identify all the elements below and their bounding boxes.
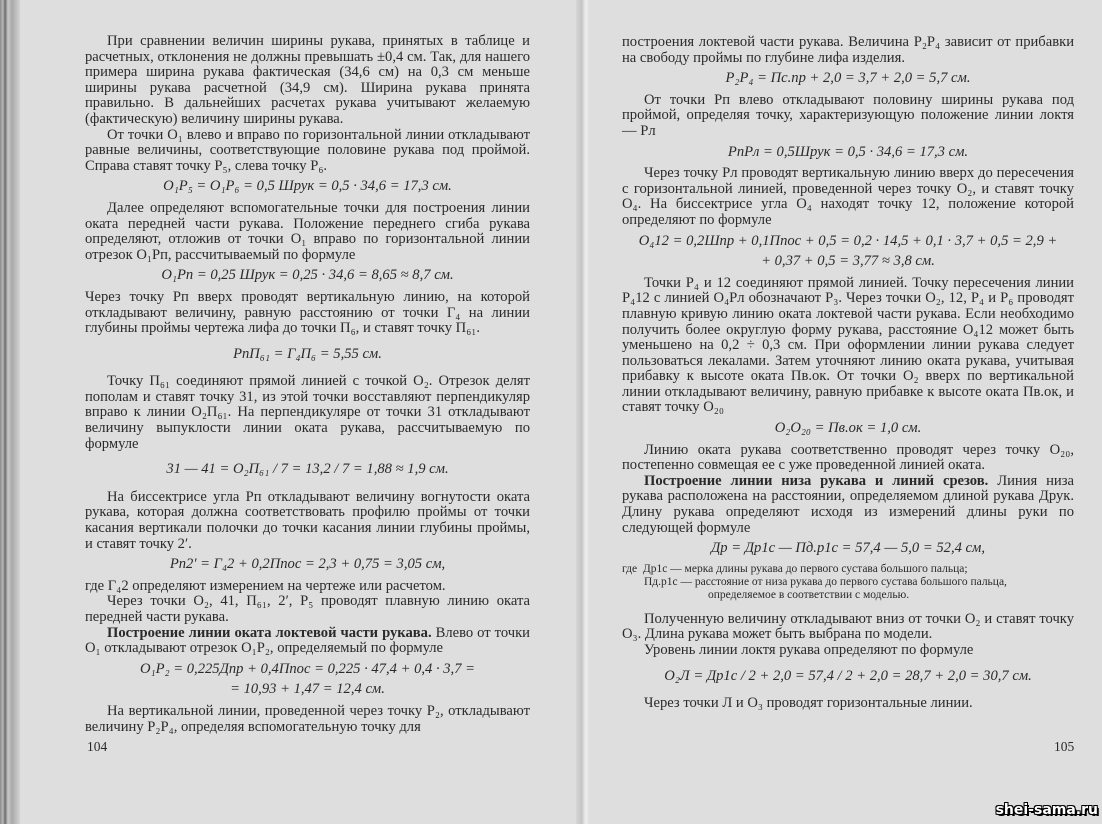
- formula: O₂O₂₀ = Пв.ок = 1,0 см.: [774, 420, 922, 437]
- paragraph: построения локтевой части рукава. Величина P₂P₄ зависит от прибавки на свободу проймы по глубине лифа изделия.: [622, 34, 1074, 66]
- paragraph: Через точки O₂, 41, П₆₁, 2′, P₅ проводят плавную линию оката передней части рукава.: [85, 593, 530, 625]
- book-binding-edge: [0, 0, 20, 824]
- footnote-line: Пд.p1c — расстояние от низа рукава до первого сустава большого пальца,: [644, 575, 1007, 588]
- right-page: [580, 0, 1102, 824]
- formula: PпPл = 0,5Шрук = 0,5 · 34,6 = 17,3 см.: [727, 143, 969, 160]
- paragraph: [85, 626, 530, 657]
- paragraph-text: Линия низа рукава расположена на расстоянии, определяемом длиной рукава Друк. Длину рукава определяют исходя из измерений длины руки по следующей формуле: [622, 472, 1074, 536]
- formula: PпП₆₁ = Г₄П₆ = 5,55 см.: [233, 345, 382, 362]
- paragraph: Далее определяют вспомогательные точки для построения линии оката передней части рукава. Положение переднего сгиба рукава определяют, отложив от точки O₁ вправо по горизонтальной линии отрезок O₁Pп, рассчитываемый по формуле: [85, 199, 530, 263]
- formula: P₂P₄ = Пс.пр + 2,0 = 3,7 + 2,0 = 5,7 см.: [725, 70, 971, 87]
- formula: O₁P₅ = O₁P₆ = 0,5 Шрук = 0,5 · 34,6 = 17,3 см.: [163, 178, 452, 195]
- formula: 31 — 41 = O₂П₆₁ / 7 = 13,2 / 7 = 1,88 ≈ 1,9 см.: [166, 461, 449, 478]
- left-page-text: [85, 34, 530, 735]
- paragraph: [622, 474, 1074, 536]
- paragraph: Через точку Pп вверх проводят вертикальную линию, на которой откладывают величину, равную расстоянию от точки Г₄ на линии глубины проймы чертежа лифа до точки П₆, и ставят точку П₆₁.: [85, 288, 530, 337]
- paragraph: Полученную величину откладывают вниз от точки O₂ и ставят точку O₃. Длина рукава может быть выбрана по модели.: [622, 610, 1074, 643]
- paragraph-text: Влево от точки O₁ откладывают отрезок O₁P₂, определяемый по формуле: [85, 624, 530, 657]
- formula: = 10,93 + 1,47 = 12,4 см.: [230, 681, 385, 698]
- page-number: 105: [1054, 739, 1075, 754]
- footnote-where: где: [622, 562, 638, 575]
- paragraph: От точки Pп влево откладывают половину ширины рукава под проймой, определяя точку, характеризующую положение линии локтя — Pл: [622, 91, 1074, 139]
- paragraph: Уровень линии локтя рукава определяют по формуле: [644, 642, 974, 658]
- section-heading: Построение линии оката локтевой части рукава.: [107, 624, 432, 641]
- paragraph: Линию оката рукава соответственно проводят через точку O₂₀, постепенно совмещая ее с уже проведенной линией оката.: [622, 441, 1074, 474]
- paragraph: На вертикальной линии, проведенной через точку P₂, откладывают величину P₂P₄, определяя вспомогательную точку для: [85, 702, 530, 735]
- right-page-text: [622, 35, 1074, 712]
- formula: O₁Pп = 0,25 Шрук = 0,25 · 34,6 = 8,65 ≈ 8,7 см.: [161, 267, 454, 284]
- watermark: shei-sama.ru: [995, 802, 1098, 818]
- footnote-line: Дp1c — мерка длины рукава до первого сустава большого пальца;: [642, 562, 968, 575]
- paragraph: На биссектрисе угла Pп откладывают величину вогнутости оката рукава, которая должна соответствовать профилю проймы от точки касания вертикали полочки до точки касания линии глубины проймы, и ставят точку 2′.: [85, 488, 530, 552]
- paragraph: Через точку Pл проводят вертикальную линию вверх до пересечения с горизонтальной линией, проведенной через точку O₂, и ставят точку O₄. На биссектрисе угла O₄ находят точку 12, положение которой определяют по формуле: [622, 165, 1074, 228]
- section-heading: Построение линии низа рукава и линий срезов.: [644, 472, 989, 489]
- paragraph: Точки P₄ и 12 соединяют прямой линией. Точку пересечения линии P₄12 с линией O₄Pл обозначают P₃. Через точки O₂, 12, P₄ и P₆ проводят плавную кривую линию оката локтевой части рукава. Если необходимо получить более округлую форму рукава, расстояние O₄12 может быть уменьшено на 0,2 ÷ 0,3 см. При оформлении линии рукава следует пользоваться лекалами. Затем уточняют линию оката рукава, учитывая прибавку к высоте оката Пв.ок. От точки O₂ вверх по вертикальной линии откладывают величину, равную прибавке к высоте оката Пв.ок, и ставят точку O₂₀: [622, 274, 1074, 416]
- footnote: [622, 563, 1074, 602]
- paragraph: где Г₄2 определяют измерением на чертеже или расчетом.: [85, 577, 446, 594]
- formula: O₁P₂ = 0,225Дпр + 0,4Ппос = 0,225 · 47,4 + 0,4 · 3,7 =: [140, 660, 475, 677]
- page-number: 104: [87, 739, 108, 754]
- formula: Др = Дp1c — Пд.p1c = 57,4 — 5,0 = 52,4 см,: [711, 540, 985, 557]
- formula: Pп2′ = Г₄2 + 0,2Ппос = 2,3 + 0,75 = 3,05 см,: [169, 556, 446, 573]
- formula: + 0,37 + 0,5 = 3,77 ≈ 3,8 см.: [761, 253, 935, 270]
- formula: O₂Л = Дp1c / 2 + 2,0 = 57,4 / 2 + 2,0 = 28,7 + 2,0 = 30,7 см.: [664, 667, 1032, 684]
- paragraph: При сравнении величин ширины рукава, принятых в таблице и расчетных, отклонения не должны превышать ±0,4 см. Так, для нашего примера ширина рукава фактическая (34,6 см) на 0,3 см меньше ширины рукава расчетной (34,9 см). Ширина рукава принята правильно. В дальнейших расчетах рукава учитывают желаемую (фактическую) величину ширины рукава.: [85, 33, 530, 127]
- book-gutter: [576, 0, 590, 824]
- paragraph: От точки O₁ влево и вправо по горизонтальной линии откладывают равные величины, соответствующие половине рукава под проймой. Справа ставят точку P₅, слева точку P₆.: [85, 126, 530, 174]
- paragraph: Точку П₆₁ соединяют прямой линией с точкой O₂. Отрезок делят пополам и ставят точку 31, из этой точки восставляют перпендикуляр вправо к линии O₂П₆₁. На перпендикуляре от точки 31 откладывают величину выпуклости линии оката рукава, рассчитываемую по формуле: [85, 373, 530, 452]
- footnote-line: определяемое в соответствии с моделью.: [708, 588, 910, 601]
- formula: O₄12 = 0,2Шпр + 0,1Ппос + 0,5 = 0,2 · 14,5 + 0,1 · 3,7 + 0,5 = 2,9 +: [638, 232, 1058, 249]
- paragraph: Через точки Л и O₃ проводят горизонтальные линии.: [644, 695, 973, 712]
